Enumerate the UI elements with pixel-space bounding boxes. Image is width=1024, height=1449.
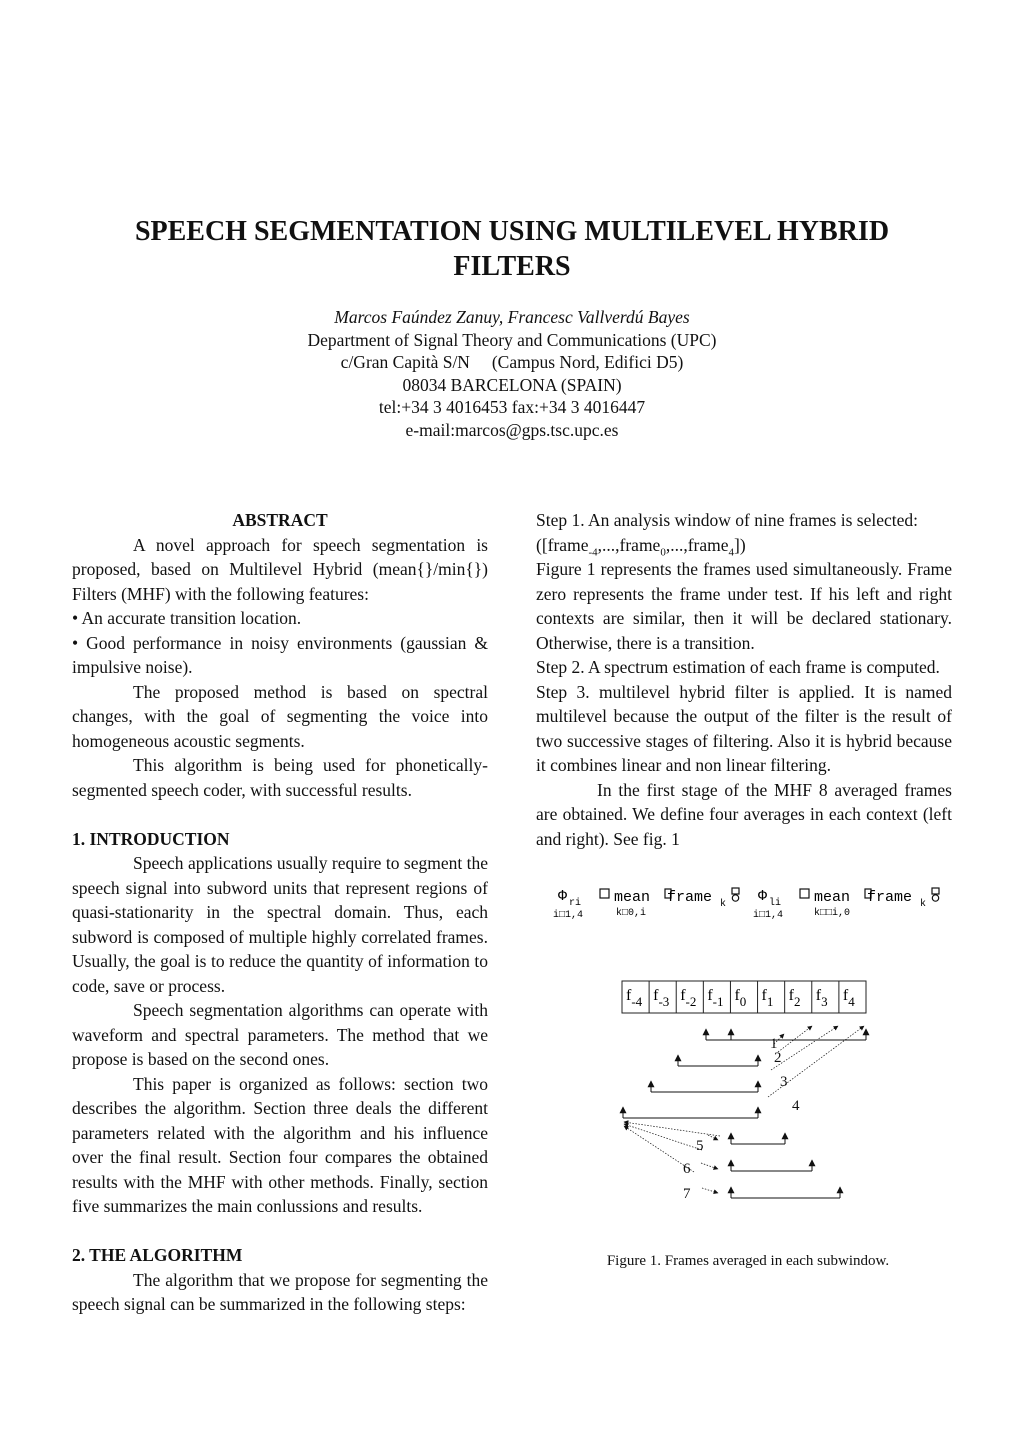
author-block (0, 306, 1024, 441)
label-pointers (624, 1026, 864, 1193)
left-column (72, 508, 488, 1317)
phi-left-sub: li (769, 898, 782, 909)
author-address: c/Gran Capità S/N (Campus Nord, Edifici D5) (340, 352, 684, 372)
frame-right-sub: k (720, 899, 727, 910)
label-7: 7 (683, 1186, 691, 1202)
intro-heading: 1. INTRODUCTION (72, 828, 230, 849)
averaging-formula (552, 884, 962, 924)
abstract-paragraph-1: A novel approach for speech segmentation is proposed, based on Multilevel Hybrid (mean{}/min{}) Filters (MHF) with the following features: (72, 534, 488, 604)
right-column (536, 508, 952, 851)
mean-left-range: k□□i,0 (814, 908, 851, 919)
algorithm-paragraph-1: The algorithm that we propose for segmenting the speech signal can be summarized in the following steps: (72, 1269, 488, 1314)
abstract-heading: ABSTRACT (232, 510, 328, 530)
abstract-bullet-1: • An accurate transition location. (72, 608, 302, 628)
step-3: Step 3. multilevel hybrid filter is applied. It is named multilevel because the output of the filter is the result of two successive stages of filtering. Also it is hybrid because it combines linear and non linear filtering. (536, 681, 952, 775)
frame-cell-label: $f_{-3}$ (653, 987, 670, 1009)
label-5: 5 (696, 1138, 704, 1154)
abstract-bullet-2: • Good performance in noisy environments (gaussian & impulsive noise). (72, 632, 488, 677)
abstract-paragraph-3: This algorithm is being used for phonetically-segmented speech coder, with successful results. (72, 755, 488, 800)
intro-paragraph-3: This paper is organized as follows: section two describes the algorithm. Section three deals the different parameters related with the algorithm and his influence over the final result. Section four compares the obtained results with the MHF with other methods. Finally, section five summarizes the main conlussions and results. (72, 1073, 488, 1216)
figure-caption: Figure 1. Frames averaged in each subwindow. (606, 1253, 890, 1269)
title-line-1: SPEECH SEGMENTATION USING MULTILEVEL HYBRID (134, 216, 890, 247)
step-1-description: Figure 1 represents the frames used simultaneously. Frame zero represents the frame under test. If his left and right contexts are similar, then it will be declared stationary. Otherwise, there is a transition. (536, 559, 952, 653)
frame-cell-label: $f_1$ (761, 987, 774, 1009)
author-department: Department of Signal Theory and Communications (UPC) (307, 329, 717, 350)
frame-cell-label: $f_3$ (815, 987, 828, 1009)
author-phone: tel:+34 3 4016453 fax:+34 3 4016447 (378, 397, 646, 417)
phi-right-sub: ri (569, 898, 582, 909)
label-4: 4 (792, 1098, 800, 1114)
frame-cell-label: $f_4$ (842, 987, 855, 1009)
frame-left-label: frame (867, 889, 913, 906)
author-email: e-mail:marcos@gps.tsc.upc.es (405, 419, 619, 440)
subwindow-labels (683, 1036, 800, 1202)
author-names: Marcos Faúndez Zanuy, Francesc Vallverdú Bayes (334, 307, 690, 327)
mean-left-label: mean (814, 889, 851, 906)
label-2: 2 (774, 1050, 782, 1066)
step-1: Step 1. An analysis window of nine frames is selected: (536, 510, 919, 530)
label-6: 6 (683, 1161, 691, 1177)
step-2: Step 2. A spectrum estimation of each frame is computed. (536, 657, 940, 677)
mean-right-label: mean (614, 889, 651, 906)
frame-cell-label: $f_2$ (788, 987, 801, 1009)
abstract-paragraph-2: The proposed method is based on spectral changes, with the goal of segmenting the voice into homogeneous acoustic segments. (72, 681, 488, 751)
first-stage-paragraph: In the first stage of the MHF 8 averaged frames are obtained. We define four averages in each context (left and right). See fig. 1 (536, 779, 952, 849)
intro-paragraph-1: Speech applications usually require to segment the speech signal into subword units that represent regions of quasi-stationarity in the spectral domain. Thus, each subword is composed of multiple highly correlated frames. Usually, the goal is to reduce the quantity of information to code, save or process. (72, 853, 488, 996)
frame-cell-label: $f_{-2}$ (680, 987, 697, 1009)
label-1-visible: 1 (770, 1036, 778, 1052)
frame-cell-label: $f_0$ (734, 987, 747, 1009)
subwindow-brackets (623, 1029, 866, 1198)
mean-right-range: k□0,i (616, 908, 647, 919)
frame-boxes (622, 981, 866, 1013)
frame-cell-label: $f_{-4}$ (626, 987, 643, 1009)
author-city: 08034 BARCELONA (SPAIN) (402, 374, 622, 395)
phi-right-symbol: Φ (558, 888, 568, 905)
frame-left-sub: k (920, 899, 927, 910)
intro-paragraph-2: Speech segmentation algorithms can operate with waveform and spectral parameters. The method that we propose is based on the second ones. (72, 1000, 488, 1069)
frames-figure (600, 980, 890, 1230)
phi-right-range: i□1,4 (553, 910, 584, 921)
paper-title (0, 214, 1024, 284)
phi-left-symbol: Φ (758, 888, 768, 905)
frame-right-label: frame (667, 889, 713, 906)
frame-cell-label: $f_{-1}$ (707, 987, 724, 1009)
algorithm-heading: 2. THE ALGORITHM (72, 1245, 243, 1265)
title-line-2: FILTERS (453, 251, 571, 282)
label-3: 3 (780, 1074, 788, 1090)
phi-left-range: i□1,4 (753, 910, 784, 921)
frame-window: ([frame$_{-4}$,...,frame$_0$,...,frame$_4$]) (536, 534, 746, 558)
